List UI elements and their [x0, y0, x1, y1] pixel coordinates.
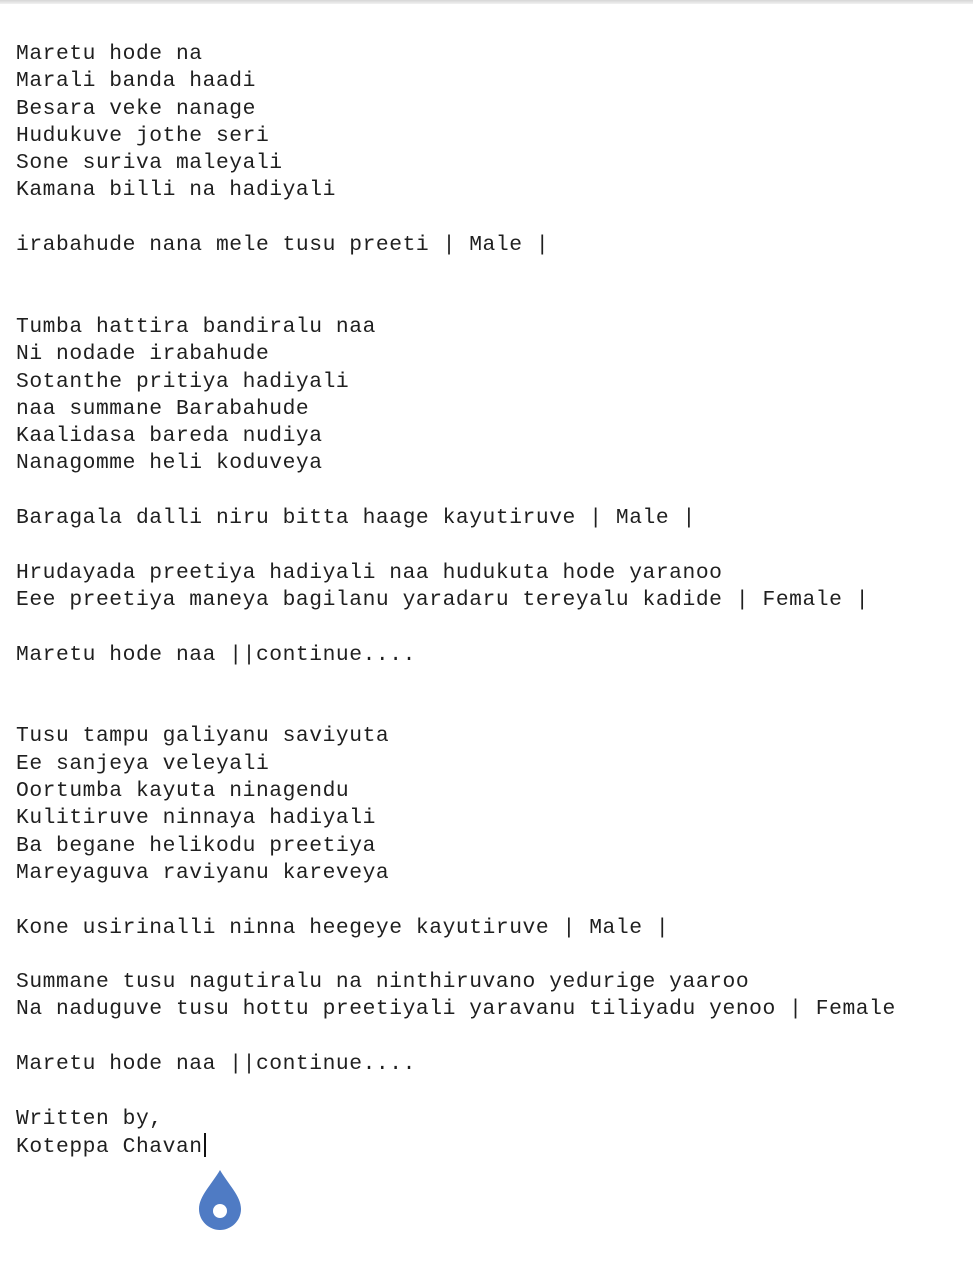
text-line: Na naduguve tusu hottu preetiyali yaravanu tiliyadu yenoo | Female [16, 997, 896, 1022]
blank-line [16, 669, 966, 696]
blank-line [16, 287, 966, 314]
text-line: Tumba hattira bandiralu naa [16, 314, 376, 339]
blank-line [16, 614, 966, 641]
text-cursor-handle-icon[interactable] [197, 1168, 243, 1232]
blank-line [16, 205, 966, 232]
text-line: Sotanthe pritiya hadiyali [16, 369, 350, 394]
text-line: Mareyaguva raviyanu kareveya [16, 860, 390, 885]
top-edge-shadow [0, 0, 973, 4]
text-line: Kulitiruve ninnaya hadiyali [16, 806, 376, 831]
text-line: Maretu hode naa ||continue.... [16, 642, 416, 667]
text-line: Kone usirinalli ninna heegeye kayutiruve | Male | [16, 915, 670, 940]
text-line: Maretu hode naa ||continue.... [16, 1051, 416, 1076]
blank-line [16, 696, 966, 723]
blank-line [16, 942, 966, 969]
text-line: Kaalidasa bareda nudiya [16, 424, 323, 449]
text-line: Ee sanjeya veleyali [16, 751, 270, 776]
text-line: Baragala dalli niru bitta haage kayutiruve | Male | [16, 506, 696, 531]
text-line: Tusu tampu galiyanu saviyuta [16, 724, 390, 749]
text-cursor [204, 1133, 206, 1157]
blank-line [16, 532, 966, 559]
text-line: Sone suriva maleyali [16, 151, 283, 176]
text-line: Kamana billi na hadiyali [16, 178, 336, 203]
text-line: Hrudayada preetiya hadiyali naa hudukuta hode yaranoo [16, 560, 723, 585]
text-line: Eee preetiya maneya bagilanu yaradaru tereyalu kadide | Female | [16, 587, 870, 612]
blank-line [16, 1024, 966, 1051]
blank-line [16, 259, 966, 286]
text-line: naa summane Barabahude [16, 396, 310, 421]
text-line: Maretu hode na [16, 42, 203, 66]
blank-line [16, 887, 966, 914]
text-line: irabahude nana mele tusu preeti | Male | [16, 233, 550, 258]
blank-line [16, 1078, 966, 1105]
text-line: Oortumba kayuta ninagendu [16, 779, 350, 804]
text-line: Ni nodade irabahude [16, 342, 270, 367]
text-line: Ba begane helikodu preetiya [16, 833, 376, 858]
document-editor[interactable] [16, 41, 966, 1160]
blank-line [16, 478, 966, 505]
text-line: Summane tusu nagutiralu na ninthiruvano yedurige yaaroo [16, 970, 750, 995]
text-line: Marali banda haadi [16, 69, 256, 94]
text-line: Besara veke nanage [16, 96, 256, 121]
text-line: Written by, [16, 1106, 163, 1131]
text-line: Koteppa Chavan [16, 1133, 966, 1160]
text-line: Nanagomme heli koduveya [16, 451, 323, 476]
text-line: Hudukuve jothe seri [16, 123, 270, 148]
